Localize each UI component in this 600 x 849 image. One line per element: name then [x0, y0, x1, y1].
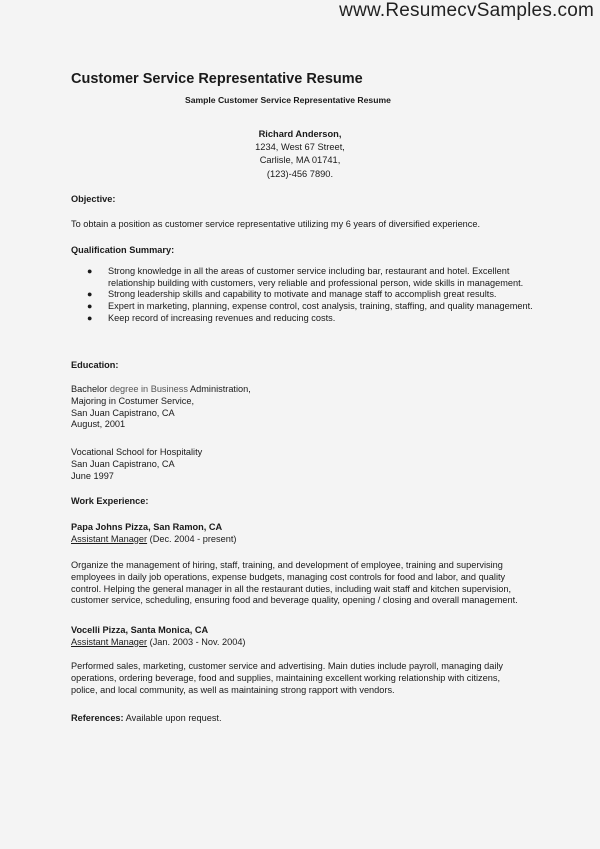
education-heading: Education:	[71, 360, 119, 370]
contact-city: Carlisle, MA 01741,	[259, 155, 341, 166]
list-item: ● Strong leadership skills and capability to motivate and manage staff to accomplish great results.	[87, 289, 497, 300]
job-2: Vocelli Pizza, Santa Monica, CA Assistant Manager (Jan. 2003 - Nov. 2004)	[71, 625, 551, 649]
references-line	[71, 713, 551, 725]
education-entry-1: Bachelor degree in Business Administration, Majoring in Costumer Service, San Juan Capistrano, CA August, 2001	[71, 384, 251, 430]
objective-text: To obtain a position as customer service representative utilizing my 6 years of diversified experience.	[71, 219, 481, 229]
contact-street: 1234, West 67 Street,	[255, 142, 345, 153]
list-item: ● Expert in marketing, planning, expense control, cost analysis, training, staffing, and quality management.	[87, 301, 533, 312]
job-role: Assistant Manager	[71, 533, 148, 544]
job-company: Vocelli Pizza, Santa Monica, CA	[71, 625, 209, 635]
job-1: Papa Johns Pizza, San Ramon, CA Assistant Manager (Dec. 2004 - present)	[71, 522, 551, 546]
job-role: Assistant Manager	[71, 636, 148, 647]
references-text: Available upon request.	[123, 713, 222, 723]
bullet-icon: ●	[87, 301, 93, 312]
job-company: Papa Johns Pizza, San Ramon, CA	[71, 522, 223, 532]
list-item: ● Strong knowledge in all the areas of customer service including bar, restaurant and hotel. Excellent relationship building with customers, very reliable and professional person, wide skills in management.	[87, 266, 524, 288]
bullet-icon: ●	[87, 266, 93, 276]
qualification-list	[86, 266, 536, 325]
qualification-heading: Qualification Summary:	[71, 245, 175, 255]
resume-title: Customer Service Representative Resume	[71, 71, 363, 87]
work-heading: Work Experience:	[71, 496, 149, 506]
site-watermark: www.ResumecvSamples.com	[339, 0, 594, 21]
contact-phone: (123)-456 7890.	[266, 168, 334, 179]
job-1-description: Organize the management of hiring, staff, training, and development of employee, training and supervising employees in daily job operations, expense budgets, managing cost controls for food and labor, and quality control. Helping the general manager in all the restaurant duties, including wait staff and kitchen supervision, customer service, scheduling, ensuring food and beverage quality, opening / closing and overall management.	[71, 560, 518, 606]
education-entry-2: Vocational School for Hospitality San Juan Capistrano, CA June 1997	[71, 447, 203, 481]
contact-name: Richard Anderson,	[258, 129, 342, 139]
bullet-icon: ●	[87, 312, 93, 323]
resume-subtitle: Sample Customer Service Representative Resume	[185, 95, 391, 105]
objective-heading: Objective:	[71, 194, 116, 204]
bullet-icon: ●	[87, 289, 93, 300]
job-2-description: Performed sales, marketing, customer service and advertising. Main duties include payroll, managing daily operations, ordering beverage, food and supplies, maintaining excellent working relationship with citizens, police, and local community, as well as maintaining strong rapport with vendors.	[71, 661, 504, 695]
contact-block	[200, 128, 400, 181]
references-heading: References:	[71, 713, 124, 723]
list-item: ● Keep record of increasing revenues and reducing costs.	[87, 312, 336, 323]
